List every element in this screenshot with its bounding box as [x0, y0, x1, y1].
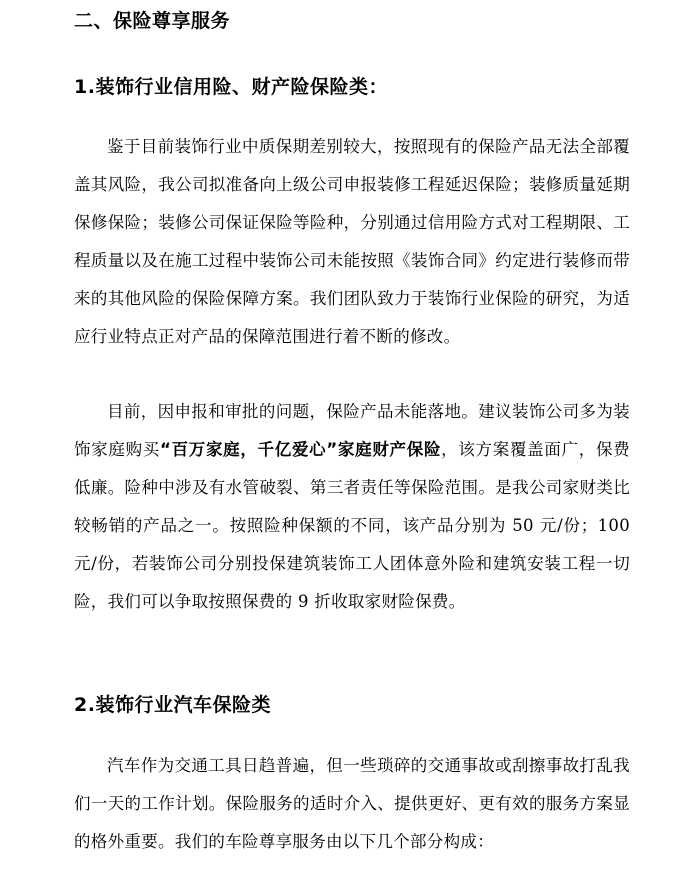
paragraph-text-intro: 目前，因申报和审批的问题，保险产品未能落地。建议装饰公司多为装饰家庭购买	[74, 402, 630, 459]
paragraph-auto-insurance-description: 汽车作为交通工具日趋普遍，但一些琐碎的交通事故或刮擦事故打乱我们一天的工作计划。保险服务的适时介入、提供更好、更有效的服务方案显的格外重要。我们的车险尊享服务由以下几个部分构成：	[74, 756, 630, 851]
product-name-emphasis: “百万家庭，千亿爱心”家庭财产保险	[160, 440, 442, 459]
paragraph-credit-insurance-description: 鉴于目前装饰行业中质保期差别较大，按照现有的保险产品无法全部覆盖其风险，我公司拟准备向上级公司申报装修工程延迟保险；装修质量延期保修保险；装修公司保证保险等险种，分别通过信用险方式对工程期限、工程质量以及在施工过程中装饰公司未能按照《装饰合同》约定进行装修而带来的其他风险的保险保障方案。我们团队致力于装饰行业保险的研究，为适应行业特点正对产品的保障范围进行着不断的修改。	[74, 137, 630, 346]
paragraph-text-details: ，该方案覆盖面广，保费低廉。险种中涉及有水管破裂、第三者责任等保险范围。是我公司家财类比较畅销的产品之一。按照险种保额的不同，该产品分别为 50 元/份；100 元/份，若装饰公司分别投保建筑装饰工人团体意外险和建筑安装工程一切险，我们可以争取按照保费的 9 折收取家财险保费。	[74, 440, 630, 611]
subsection-title-auto-insurance: 2.装饰行业汽车保险类	[74, 694, 271, 716]
subsection-title-credit-property-insurance: 1.装饰行业信用险、财产险保险类：	[74, 76, 388, 98]
section-title: 二、保险尊享服务	[74, 10, 231, 32]
paragraph-home-property-insurance	[74, 393, 630, 621]
